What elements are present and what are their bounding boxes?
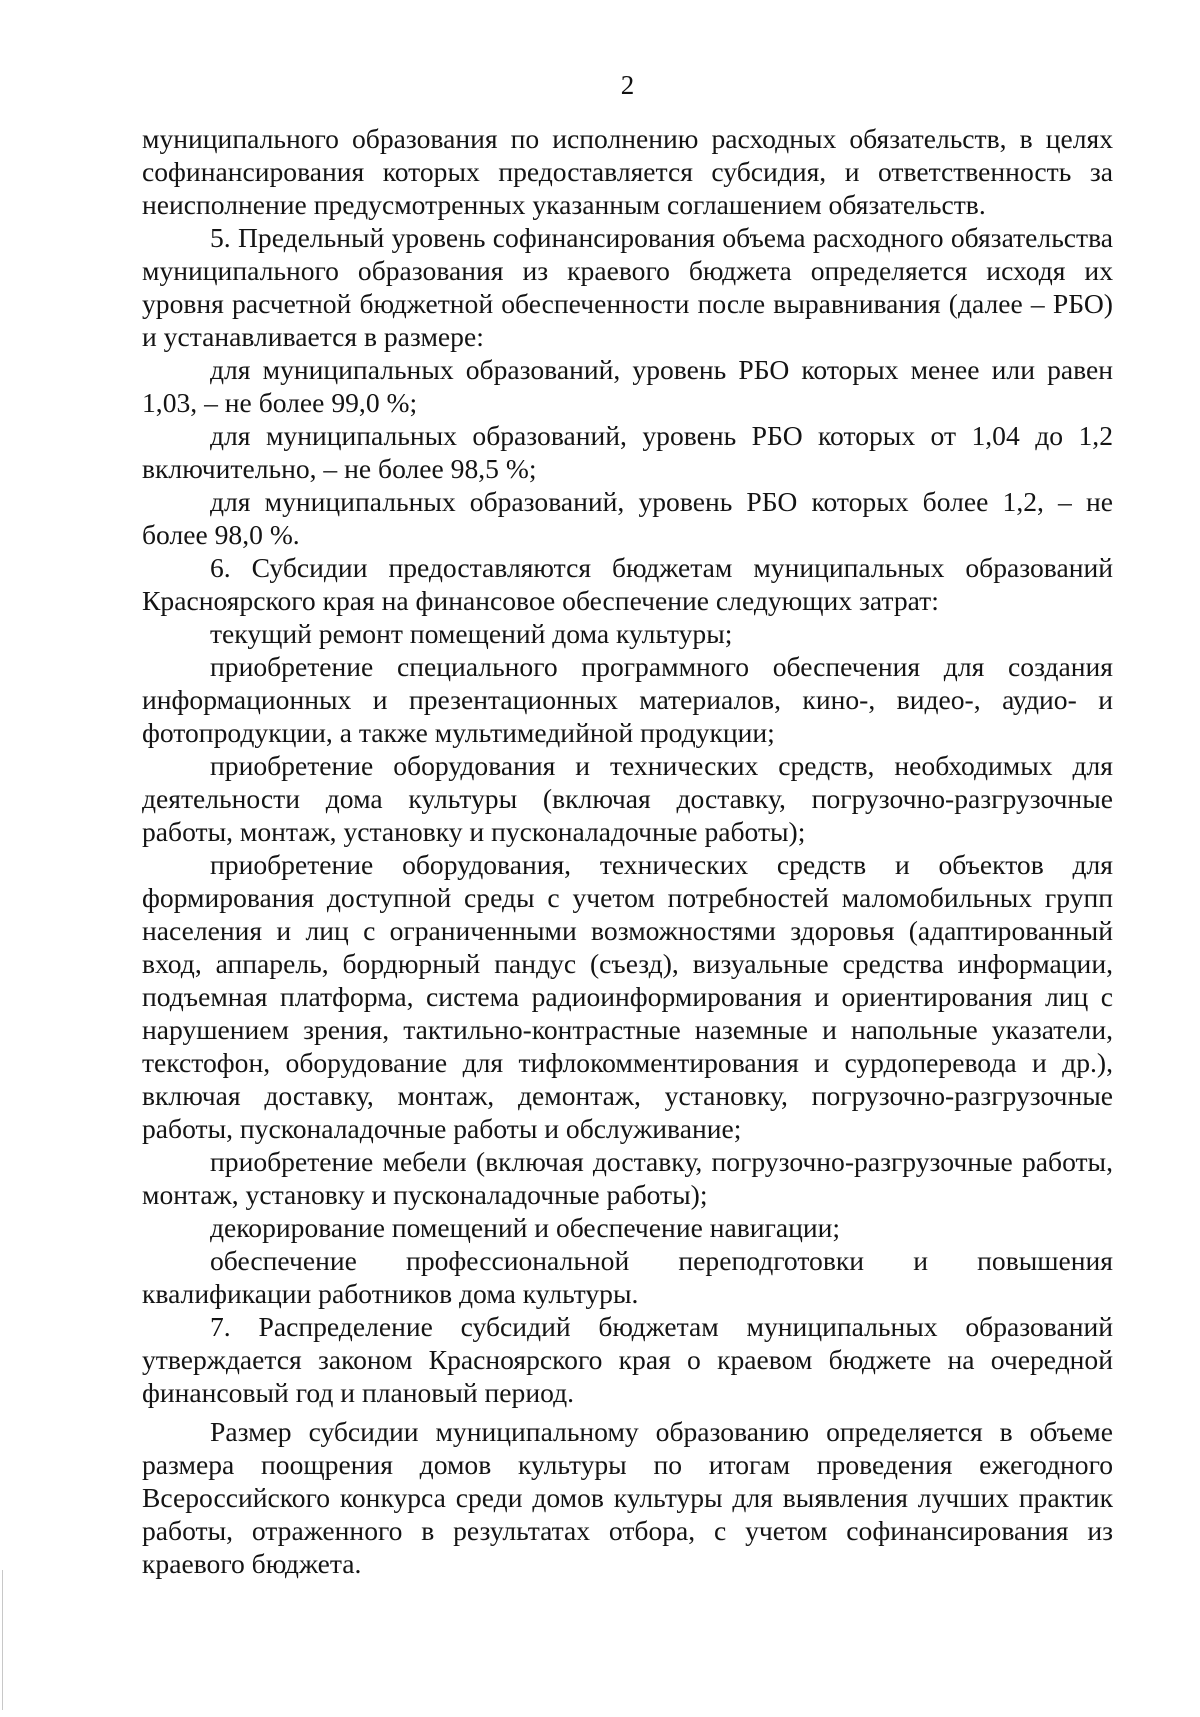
paragraph-expense-training: обеспечение профессиональной переподготовки и повышения квалификации работников дома культуры. [142,1245,1113,1309]
paragraph-expense-decoration: декорирование помещений и обеспечение навигации; [210,1212,841,1243]
paragraph-rbo-tier-2: для муниципальных образований, уровень РБО которых от 1,04 до 1,2 включительно, – не более 98,5 %; [142,420,1113,484]
paragraph-expense-equipment: приобретение оборудования и технических средств, необходимых для деятельности дома культуры (включая доставку, погрузочно-разгрузочные работы, монтаж, установку и пусконаладочные работы); [142,750,1113,847]
paragraph-continuation: муниципального образования по исполнению расходных обязательств, в целях софинансирования которых предоставляется субсидия, и ответственность за неисполнение предусмотренных указанным соглашением обязательств. [142,123,1113,220]
paragraph-expense-accessibility: приобретение оборудования, технических средств и объектов для формирования доступной среды с учетом потребностей маломобильных групп населения и лиц с ограниченными возможностями здоровья (адаптированный вход, аппарель, бордюрный пандус (съезд), визуальные средства информации, подъемная платформа, система радиоинформирования и ориентирования лиц с нарушением зрения, тактильно-контрастные наземные и напольные указатели, текстофон, оборудование для тифлокомментирования и сурдоперевода и др.), включая доставку, монтаж, демонтаж, установку, погрузочно-разгрузочные работы, пусконаладочные работы и обслуживание; [142,849,1113,1144]
paragraph-expense-repair: текущий ремонт помещений дома культуры; [210,618,733,649]
paragraph-item-5: 5. Предельный уровень софинансирования объема расходного обязательства муниципального образования из краевого бюджета определяется исходя их уровня расчетной бюджетной обеспеченности после выравнивания (далее – РБО) и устанавливается в размере: [142,222,1113,352]
paragraph-rbo-tier-1: для муниципальных образований, уровень РБО которых менее или равен 1,03, – не более 99,0 %; [142,354,1113,418]
paragraph-item-7: 7. Распределение субсидий бюджетам муниципальных образований утверждается законом Красноярского края о краевом бюджете на очередной финансовый год и плановый период. [142,1311,1113,1408]
page-number: 2 [620,70,635,100]
paragraph-rbo-tier-3: для муниципальных образований, уровень РБО которых более 1,2, – не более 98,0 %. [142,486,1113,550]
paragraph-subsidy-amount: Размер субсидии муниципальному образованию определяется в объеме размера поощрения домов культуры по итогам проведения ежегодного Всероссийского конкурса среди домов культуры для выявления лучших практик работы, отраженного в результатах отбора, с учетом софинансирования из краевого бюджета. [142,1416,1113,1579]
paragraph-item-6: 6. Субсидии предоставляются бюджетам муниципальных образований Красноярского края на финансовое обеспечение следующих затрат: [142,552,1113,616]
document-body [142,122,1113,1580]
paragraph-expense-software: приобретение специального программного обеспечения для создания информационных и презентационных материалов, кино-, видео-, аудио- и фотопродукции, а также мультимедийной продукции; [142,651,1113,748]
paragraph-expense-furniture: приобретение мебели (включая доставку, погрузочно-разгрузочные работы, монтаж, установку и пусконаладочные работы); [142,1146,1113,1210]
page-edge-line [2,1570,3,1710]
